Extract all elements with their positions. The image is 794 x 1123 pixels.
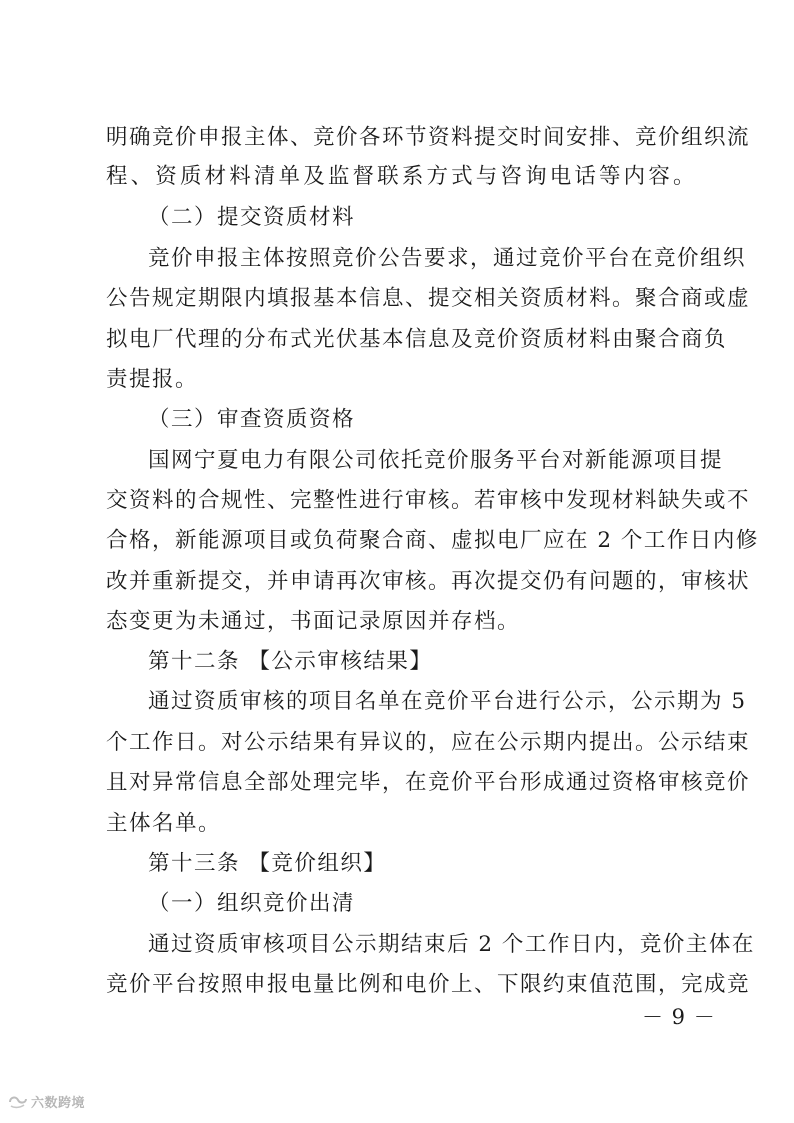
body-line-15: 通过资质审核的项目名单在竞价平台进行公示，公示期为 5	[148, 689, 747, 714]
body-line-7: 责提报。	[106, 367, 199, 392]
section-heading-3: （三）审查资质资格	[148, 407, 356, 432]
body-line-21: 通过资质审核项目公示期结束后 2 个工作日内，竞价主体在	[148, 932, 755, 957]
watermark-text: 六数跨境	[31, 1096, 86, 1111]
watermark	[8, 1092, 85, 1111]
body-line-9: 国网宁夏电力有限公司依托竞价服务平台对新能源项目提	[148, 448, 724, 473]
body-line-13: 态变更为未通过，书面记录原因并存档。	[106, 609, 521, 634]
body-line-18: 主体名单。	[106, 811, 222, 836]
body-line-1: 明确竞价申报主体、竞价各环节资料提交时间安排、竞价组织流	[106, 125, 751, 150]
body-line-6: 拟电厂代理的分布式光伏基本信息及竞价资质材料由聚合商负	[106, 327, 728, 352]
body-line-4: 竞价申报主体按照竞价公告要求，通过竞价平台在竞价组织	[148, 246, 747, 271]
body-line-17: 且对异常信息全部处理完毕，在竞价平台形成通过资格审核竞价	[106, 770, 751, 795]
body-line-5: 公告规定期限内填报基本信息、提交相关资质材料。聚合商或虚	[106, 286, 751, 311]
page-number: － 9 －	[642, 1005, 716, 1029]
body-line-2: 程、资质材料清单及监督联系方式与咨询电话等内容。	[106, 164, 696, 189]
body-line-22: 竞价平台按照申报电量比例和电价上、下限约束值范围，完成竞	[106, 972, 751, 997]
section-heading-2: （二）提交资质材料	[148, 205, 356, 230]
body-line-11: 合格，新能源项目或负荷聚合商、虚拟电厂应在 2 个工作日内修	[106, 528, 759, 553]
logo-mark-icon	[8, 1094, 28, 1110]
body-line-10: 交资料的合规性、完整性进行审核。若审核中发现材料缺失或不	[106, 488, 751, 513]
article-heading-12: 第十二条 【公示审核结果】	[148, 649, 433, 674]
section-heading-1: （一）组织竞价出清	[148, 891, 356, 916]
article-heading-13: 第十三条 【竞价组织】	[148, 851, 387, 876]
body-line-12: 改并重新提交，并申请再次审核。再次提交仍有问题的，审核状	[106, 569, 751, 594]
body-line-16: 个工作日。对公示结果有异议的，应在公示期内提出。公示结束	[106, 730, 751, 755]
